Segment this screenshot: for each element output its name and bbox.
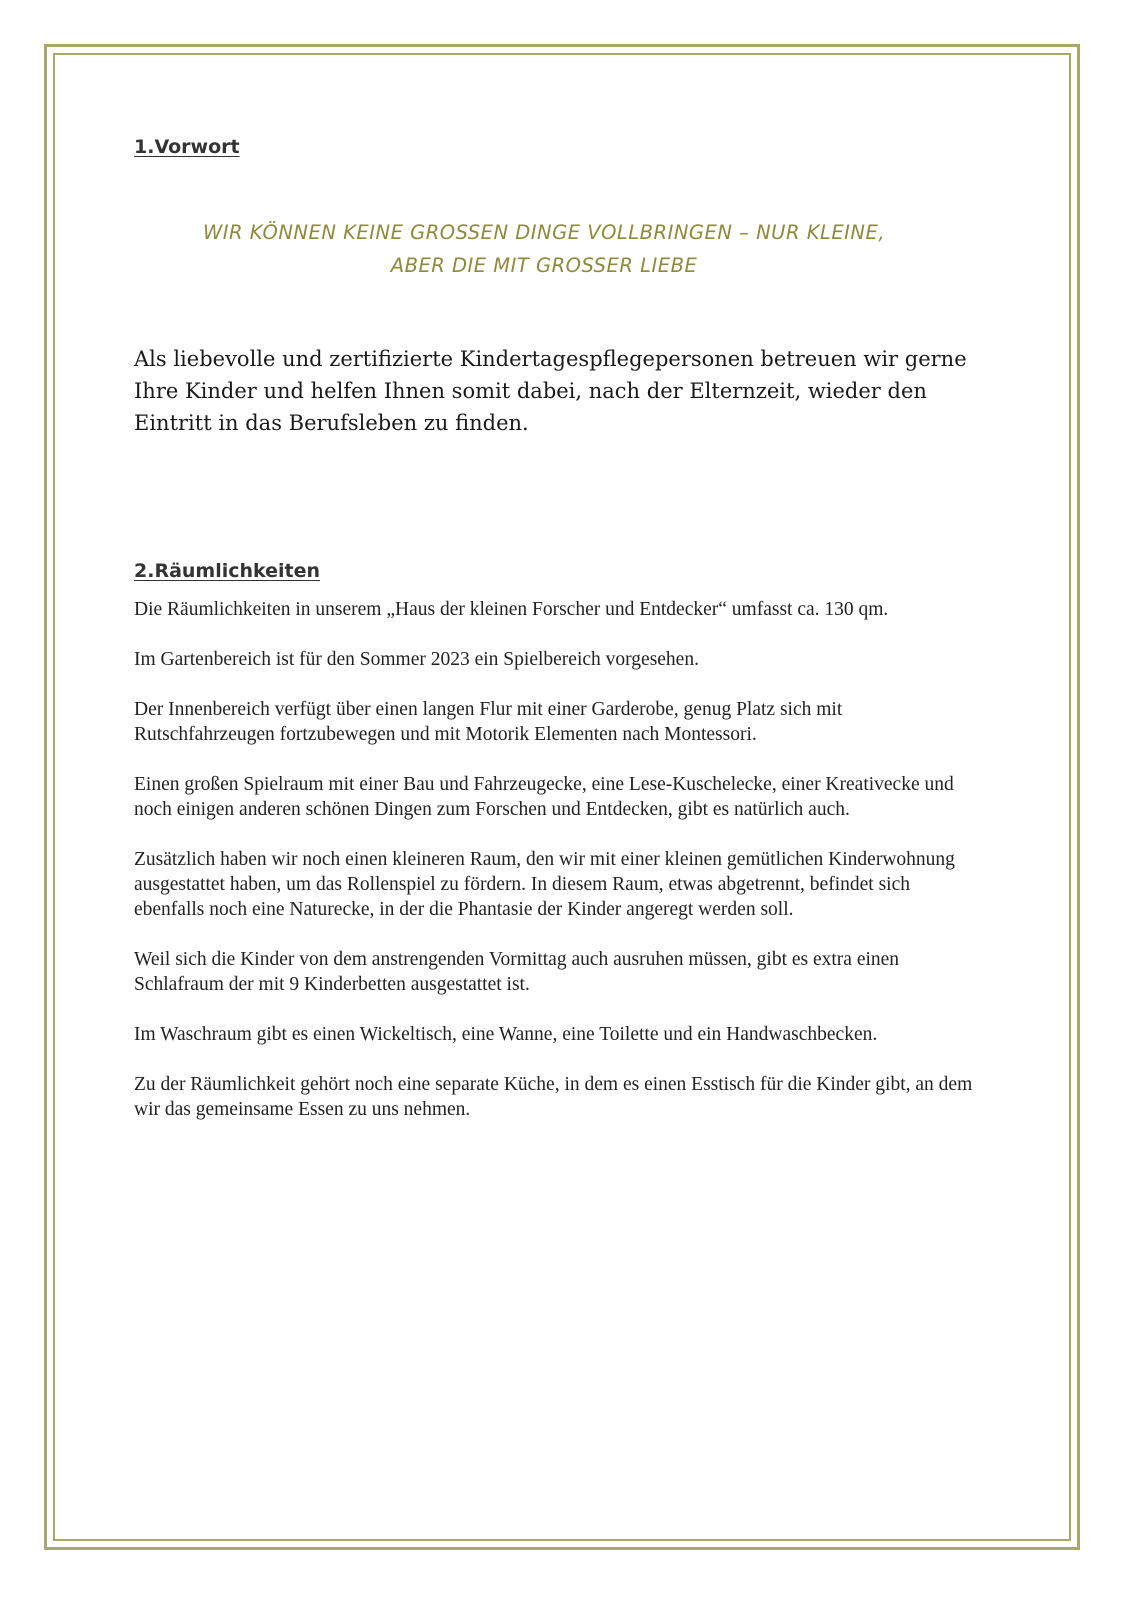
motto-line-2: ABER DIE MIT GROSSER LIEBE — [390, 254, 698, 277]
paragraph-washroom: Im Waschraum gibt es einen Wickeltisch, eine Wanne, eine Toilette und ein Handwaschbecken. — [134, 1024, 878, 1045]
section-heading-raeumlichkeiten: 2.Räumlichkeiten — [134, 560, 321, 582]
paragraph-sleeping-room: Weil sich die Kinder von dem anstrengenden Vormittag auch ausruhen müssen, gibt es extra einen Schlafraum der mit 9 Kinderbetten ausgestattet ist. — [134, 949, 900, 995]
intro-paragraph: Als liebevolle und zertifizierte Kindertagespflegepersonen betreuen wir gerne Ihre Kinder und helfen Ihnen somit dabei, nach der Elternzeit, wieder den Eintritt in das Berufsleben zu finden. — [134, 347, 967, 435]
paragraph-kitchen: Zu der Räumlichkeit gehört noch eine separate Küche, in dem es einen Esstisch für die Kinder gibt, an dem wir das gemeinsame Essen zu uns nehmen. — [134, 1074, 973, 1120]
motto-line-1: WIR KÖNNEN KEINE GROSSEN DINGE VOLLBRINGEN – NUR KLEINE, — [202, 221, 886, 244]
motto-quote — [134, 216, 954, 282]
paragraph-playroom: Einen großen Spielraum mit einer Bau und Fahrzeugecke, eine Lese-Kuschelecke, einer Kreativecke und noch einigen anderen schönen Dingen zum Forschen und Entdecken, gibt es natürlich auch. — [134, 774, 954, 820]
paragraph-garden: Im Gartenbereich ist für den Sommer 2023 ein Spielbereich vorgesehen. — [134, 649, 699, 670]
paragraph-hallway: Der Innenbereich verfügt über einen langen Flur mit einer Garderobe, genug Platz sich mit Rutschfahrzeugen fortzubewegen und mit Motorik Elementen nach Montessori. — [134, 699, 843, 745]
paragraph-size: Die Räumlichkeiten in unserem „Haus der kleinen Forscher und Entdecker“ umfasst ca. 130 qm. — [134, 599, 889, 620]
paragraph-small-room: Zusätzlich haben wir noch einen kleineren Raum, den wir mit einer kleinen gemütlichen Kinderwohnung ausgestattet haben, um das Rollenspiel zu fördern. In diesem Raum, etwas abgetrennt, befindet sich ebenfalls noch eine Naturecke, in der die Phantasie der Kinder angeregt werden soll. — [134, 849, 955, 920]
raeumlichkeiten-body — [134, 597, 980, 1147]
section-heading-vorwort: 1.Vorwort — [134, 136, 240, 158]
